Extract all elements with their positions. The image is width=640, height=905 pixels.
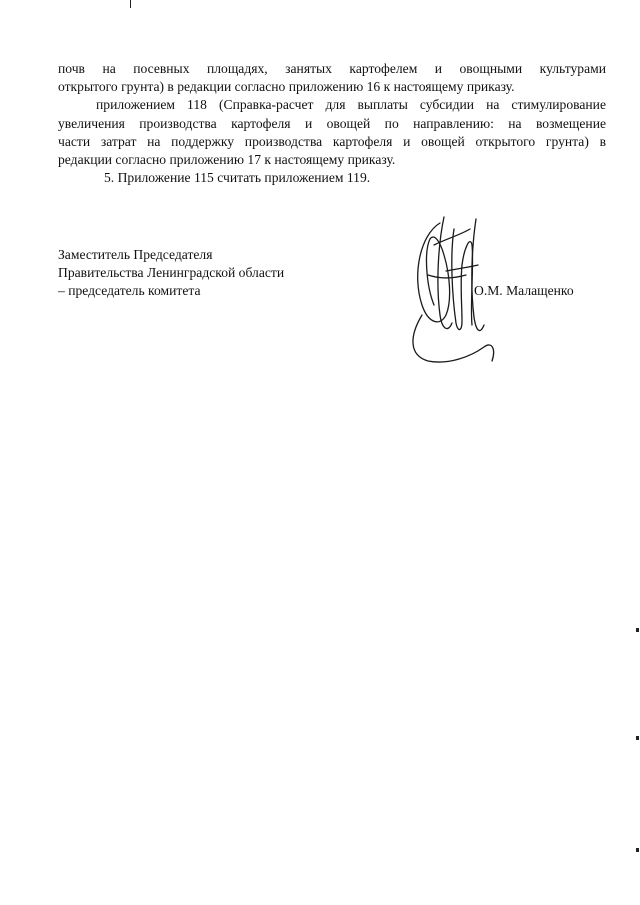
scan-artifact-right-1 — [636, 628, 639, 632]
signer-position-line: Правительства Ленинградской области — [58, 265, 285, 281]
scan-artifact-top — [130, 0, 131, 8]
signer-position-line: Заместитель Председателя — [58, 247, 213, 262]
paragraph-2 — [58, 96, 606, 169]
signer-name: О.М. Малащенко — [474, 283, 574, 298]
text-line: части затрат на поддержку производства картофеля и овощей открытого грунта) в — [58, 133, 606, 149]
signer-position — [58, 246, 284, 301]
signer-position-line: – председатель комитета — [58, 283, 201, 299]
text-line: 5. Приложение 115 считать приложением 119. — [104, 170, 371, 186]
paragraph-3 — [58, 169, 606, 187]
paragraph-1 — [58, 60, 606, 96]
scan-artifact-right-3 — [636, 848, 639, 852]
document-body — [58, 60, 606, 187]
scan-artifact-right-2 — [636, 736, 639, 740]
text-line: увеличения производства картофеля и овощей по направлению: на возмещение — [58, 115, 606, 131]
text-line: приложением 118 (Справка-расчет для выплаты субсидии на стимулирование — [96, 97, 606, 113]
text-line: почв на посевных площадях, занятых картофелем и овощными культурами — [58, 61, 606, 76]
text-line: редакции согласно приложению 17 к настоящему приказу. — [58, 152, 396, 168]
text-line: открытого грунта) в редакции согласно приложению 16 к настоящему приказу. — [58, 79, 515, 95]
